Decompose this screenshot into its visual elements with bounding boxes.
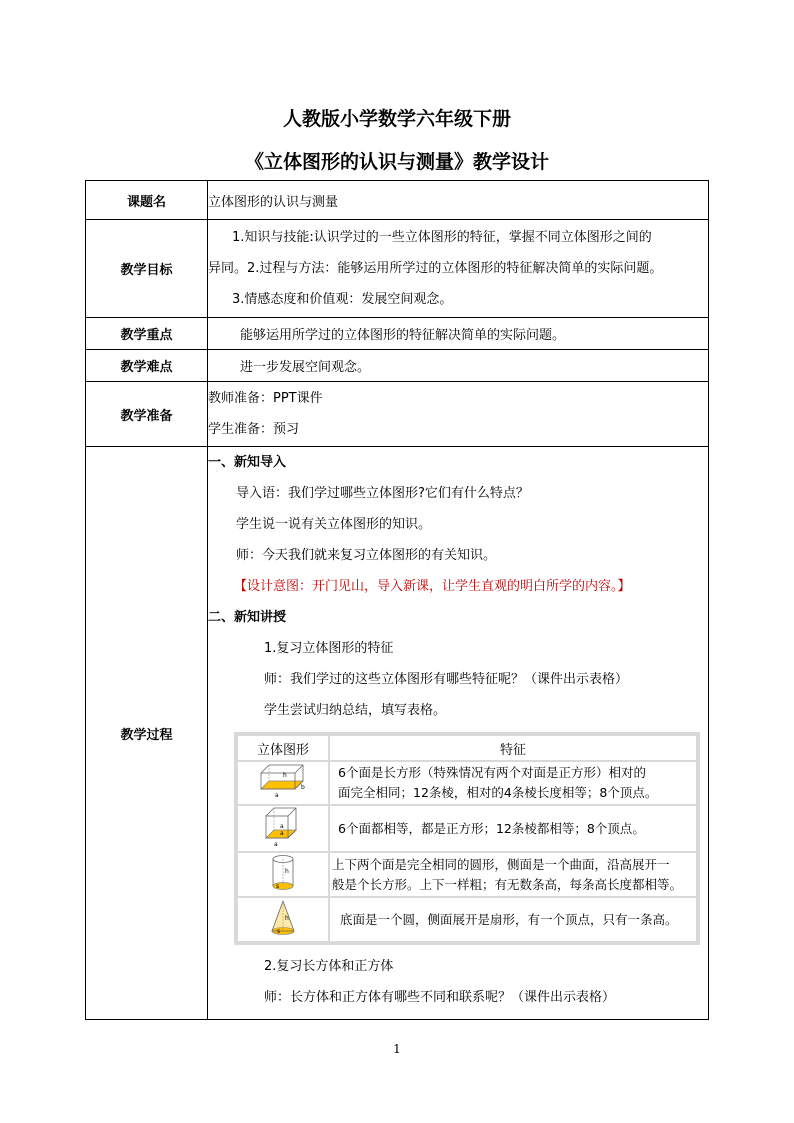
cuboid-feature-line-1: 6个面是长方形（特殊情况有两个对面是正方形）相对的 bbox=[338, 765, 646, 780]
s1-design-note: 【设计意图：开门见山，导入新课，让学生直观的明白所学的内容。】 bbox=[234, 579, 631, 594]
feature-row-cuboid bbox=[238, 762, 696, 804]
cuboid-label-h: h bbox=[283, 771, 287, 779]
cube-label-1: a bbox=[280, 823, 284, 830]
cylinder-feature-line-2: 般是个长方形。上下一样粗；有无数条高，每条高长度都相等。 bbox=[332, 876, 683, 892]
course-value: 立体图形的认识与测量 bbox=[208, 181, 709, 220]
goal-line-3: 3.情感态度和价值观：发展空间观念。 bbox=[232, 292, 453, 307]
feature-row-cylinder bbox=[238, 853, 696, 896]
header-shape: 立体图形 bbox=[238, 736, 328, 760]
cylinder-feature-line-1: 上下两个面是完全相同的圆形，侧面是一个曲面，沿高展开一 bbox=[332, 856, 670, 872]
cone-icon bbox=[263, 898, 303, 938]
cuboid-icon bbox=[255, 763, 311, 801]
prep-content bbox=[208, 382, 709, 447]
cube-feature bbox=[330, 806, 696, 851]
feature-table bbox=[236, 734, 698, 943]
s2-line-1: 学生尝试归纳总结，填写表格。 bbox=[264, 703, 447, 718]
cylinder-cell bbox=[238, 853, 328, 896]
cone-cell bbox=[238, 898, 328, 941]
page-number: 1 bbox=[393, 1042, 401, 1056]
s2-question-1: 师：我们学过的这些立体图形有哪些特征呢？（课件出示表格） bbox=[264, 672, 629, 687]
cylinder-label-h: h bbox=[285, 868, 289, 875]
s1-line-1: 导入语：我们学过哪些立体图形?它们有什么特点？ bbox=[236, 486, 529, 501]
cube-icon bbox=[258, 806, 308, 848]
difficulty-label: 教学难点 bbox=[86, 350, 208, 382]
goal-content bbox=[208, 220, 709, 318]
section-1-title: 一、新知导入 bbox=[208, 455, 287, 470]
difficulty-value: 进一步发展空间观念。 bbox=[208, 350, 709, 382]
document-subtitle: 《立体图形的认识与测量》教学设计 bbox=[244, 151, 549, 173]
goal-line-1: 1.知识与技能:认识学过的一些立体图形的特征，掌握不同立体图形之间的 bbox=[232, 230, 652, 245]
prep-student: 学生准备：预习 bbox=[208, 422, 300, 437]
cylinder-label-s: s bbox=[276, 883, 280, 890]
header-feature: 特征 bbox=[330, 736, 696, 760]
cube-cell bbox=[238, 806, 328, 851]
document-title: 人教版小学数学六年级下册 bbox=[282, 108, 511, 130]
process-content bbox=[208, 447, 709, 1020]
section-2-title: 二、新知讲授 bbox=[208, 610, 287, 625]
cuboid-label-b: b bbox=[301, 783, 305, 791]
process-label: 教学过程 bbox=[86, 447, 208, 1020]
s1-line-2: 学生说一说有关立体图形的知识。 bbox=[236, 517, 432, 532]
cube-feature-line-1: 6个面都相等，都是正方形；12条棱都相等；8个顶点。 bbox=[338, 820, 645, 836]
feature-row-cube bbox=[238, 806, 696, 851]
row-goals bbox=[86, 220, 709, 318]
cone-label-h: h bbox=[285, 915, 289, 922]
cube-label-2: a bbox=[280, 830, 284, 837]
cone-feature-line-1: 底面是一个圆，侧面展开是扇形，有一个顶点，只有一条高。 bbox=[340, 911, 678, 927]
cone-label-s: s bbox=[277, 928, 281, 935]
cube-label-3: a bbox=[274, 841, 278, 848]
s2-question-2: 师：长方体和正方体有哪些不同和联系呢？（课件出示表格） bbox=[264, 990, 616, 1005]
prep-label: 教学准备 bbox=[86, 382, 208, 447]
key-value: 能够运用所学过的立体图形的特征解决简单的实际问题。 bbox=[208, 318, 709, 350]
cuboid-feature bbox=[330, 762, 696, 804]
s1-line-3: 师：今天我们就来复习立体图形的有关知识。 bbox=[236, 548, 497, 563]
key-label: 教学重点 bbox=[86, 318, 208, 350]
cylinder-icon bbox=[263, 853, 303, 893]
cuboid-feature-line-2: 面完全相同；12条棱，相对的4条棱长度相等；8个顶点。 bbox=[338, 785, 658, 800]
row-preparation bbox=[86, 382, 709, 447]
goal-line-2: 异同。2.过程与方法：能够运用所学过的立体图形的特征解决简单的实际问题。 bbox=[208, 261, 663, 276]
feature-row-cone bbox=[238, 898, 696, 941]
prep-teacher: 教师准备：PPT课件 bbox=[208, 391, 323, 406]
cylinder-feature bbox=[330, 853, 696, 896]
feature-table-container bbox=[234, 732, 700, 945]
row-course bbox=[86, 181, 709, 220]
lesson-plan-table bbox=[85, 180, 709, 1020]
s2-subtitle-2: 2.复习长方体和正方体 bbox=[264, 959, 394, 974]
goal-label: 教学目标 bbox=[86, 220, 208, 318]
cuboid-cell bbox=[238, 762, 328, 804]
s2-subtitle-1: 1.复习立体图形的特征 bbox=[264, 641, 394, 656]
cone-feature bbox=[330, 898, 696, 941]
cuboid-label-a: a bbox=[275, 791, 279, 799]
feature-table-header bbox=[238, 736, 696, 760]
row-key-point bbox=[86, 318, 709, 350]
course-label: 课题名 bbox=[86, 181, 208, 220]
row-process bbox=[86, 447, 709, 1020]
row-difficulty bbox=[86, 350, 709, 382]
